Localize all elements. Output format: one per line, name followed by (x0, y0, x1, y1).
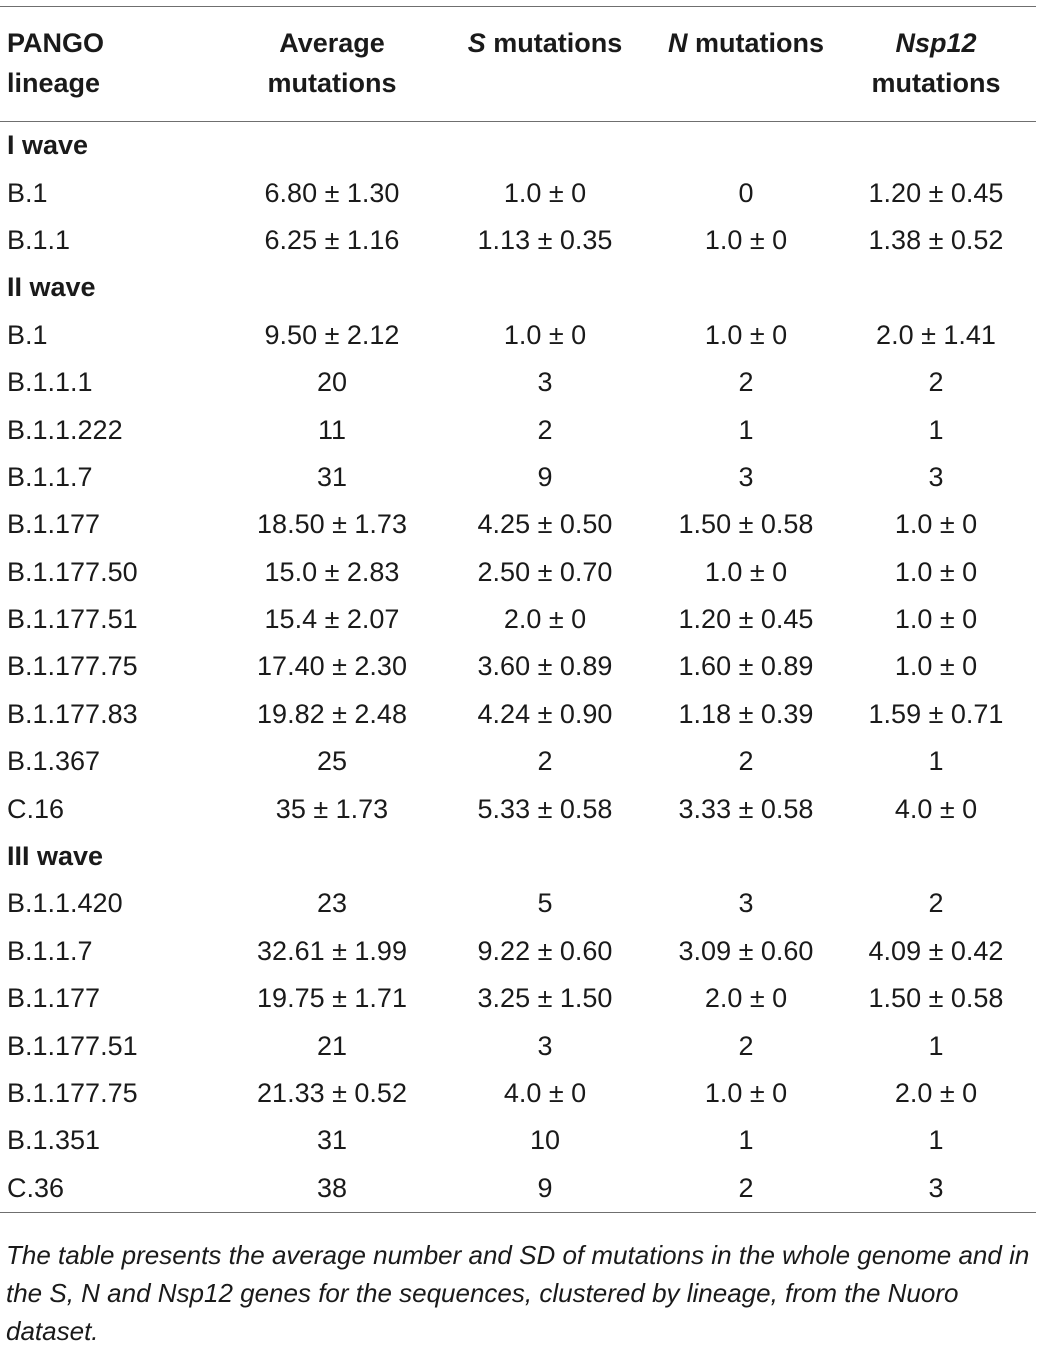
s-mutations-cell: 4.0 ± 0 (503, 1078, 587, 1108)
section-header-row (0, 264, 1036, 311)
table-row (0, 1165, 1036, 1213)
average-cell: 31 (316, 461, 348, 492)
nsp12-mutations-cell: 4.0 ± 0 (894, 793, 978, 824)
nsp12-mutations-cell: 1.0 ± 0 (894, 556, 978, 587)
nsp12-mutations-cell: 2 (928, 888, 944, 919)
nsp12-mutations-cell: 1.0 ± 0 (894, 509, 978, 540)
mutations-table (0, 6, 1036, 1213)
lineage-cell: B.1.177.51 (7, 1030, 138, 1061)
s-mutations-cell: 5 (537, 888, 553, 919)
lineage-cell: B.1.1.420 (7, 888, 123, 919)
average-cell: 15.4 ± 2.07 (264, 604, 400, 635)
n-mutations-cell: 2 (738, 746, 754, 777)
s-mutations-cell: 4.25 ± 0.50 (477, 509, 613, 540)
lineage-cell: B.1.177 (7, 509, 101, 540)
nsp12-mutations-cell: 2 (928, 367, 944, 398)
s-mutations-cell: 9 (537, 461, 553, 492)
n-mutations-cell: 0 (738, 177, 754, 208)
lineage-cell: C.16 (7, 793, 65, 824)
average-cell: 6.25 ± 1.16 (264, 224, 400, 255)
average-cell: 15.0 ± 2.83 (264, 556, 400, 587)
s-mutations-cell: 1.13 ± 0.35 (477, 224, 613, 255)
n-mutations-cell: 2 (738, 367, 754, 398)
table-row (0, 1117, 1036, 1164)
average-cell: 19.82 ± 2.48 (257, 698, 407, 729)
average-cell: 11 (317, 414, 347, 445)
header-average-mutations: Average mutations (267, 28, 397, 98)
table-row (0, 596, 1036, 643)
table-row (0, 406, 1036, 453)
s-mutations-cell: 3.60 ± 0.89 (477, 651, 613, 682)
header-lineage: PANGO lineage (7, 28, 105, 98)
lineage-cell: B.1.177.83 (7, 698, 138, 729)
table-row (0, 928, 1036, 975)
s-mutations-cell: 9 (434, 1165, 656, 1213)
s-mutations-cell: 9.22 ± 0.60 (477, 935, 613, 966)
nsp12-mutations-cell: 1 (928, 1030, 944, 1061)
average-cell: 21.33 ± 0.52 (257, 1078, 407, 1108)
lineage-cell: B.1.351 (7, 1125, 101, 1156)
s-mutations-cell: 1.0 ± 0 (503, 319, 587, 350)
average-cell: 31 (316, 1125, 348, 1156)
lineage-cell: B.1.177.75 (7, 1078, 138, 1108)
table-row (0, 454, 1036, 501)
average-cell: 18.50 ± 1.73 (257, 509, 407, 540)
section-title: I wave (7, 130, 89, 161)
n-mutations-cell: 1.20 ± 0.45 (678, 604, 814, 635)
table-row (0, 643, 1036, 690)
average-cell: 17.40 ± 2.30 (257, 651, 407, 682)
n-mutations-cell: 1.0 ± 0 (704, 224, 788, 255)
n-mutations-cell: 2 (738, 1030, 754, 1061)
nsp12-mutations-cell: 3 (928, 461, 944, 492)
header-n-mutations: N mutations (667, 28, 824, 58)
n-mutations-cell: 1.50 ± 0.58 (678, 509, 814, 540)
s-mutations-cell: 3 (537, 1030, 553, 1061)
s-mutations-cell: 2 (537, 414, 553, 445)
s-mutations-cell: 4.24 ± 0.90 (477, 698, 613, 729)
n-mutations-cell: 1 (738, 414, 754, 445)
table-row (0, 217, 1036, 264)
section-header-row (0, 122, 1036, 170)
table-row (0, 738, 1036, 785)
nsp12-mutations-cell: 1 (928, 1125, 944, 1156)
n-mutations-cell: 1.0 ± 0 (704, 319, 788, 350)
lineage-cell: B.1.1 (7, 224, 71, 255)
n-mutations-cell: 1.0 ± 0 (704, 556, 788, 587)
section-header-row (0, 833, 1036, 880)
lineage-cell: B.1 (7, 177, 48, 208)
table-header-row (0, 7, 1036, 122)
table-row (0, 312, 1036, 359)
s-mutations-cell: 3.25 ± 1.50 (477, 983, 613, 1014)
n-mutations-cell: 2 (656, 1165, 836, 1213)
table-row (0, 501, 1036, 548)
section-title: II wave (7, 272, 96, 303)
nsp12-mutations-cell: 1.59 ± 0.71 (868, 698, 1004, 729)
n-mutations-cell: 3.33 ± 0.58 (678, 793, 814, 824)
nsp12-mutations-cell: 4.09 ± 0.42 (868, 935, 1004, 966)
nsp12-mutations-cell: 3 (836, 1165, 1036, 1213)
s-mutations-cell: 2 (537, 746, 553, 777)
table-caption: The table presents the average number and SD of mutations in the whole genome and in the S, N and Nsp12 genes for the sequences, clustered by lineage, from the Nuoro dataset. (6, 1240, 1030, 1346)
table-row (0, 1022, 1036, 1069)
lineage-cell: B.1.177.50 (7, 556, 138, 587)
header-s-mutations: S mutations (467, 28, 623, 58)
s-mutations-cell: 5.33 ± 0.58 (477, 793, 613, 824)
lineage-cell: B.1.1.222 (7, 414, 123, 445)
lineage-cell: B.1 (7, 319, 48, 350)
average-cell: 9.50 ± 2.12 (264, 319, 400, 350)
lineage-cell: B.1.1.1 (7, 367, 93, 398)
table-row (0, 880, 1036, 927)
nsp12-mutations-cell: 1.0 ± 0 (894, 604, 978, 635)
average-cell: 23 (316, 888, 348, 919)
s-mutations-cell: 1.0 ± 0 (503, 177, 587, 208)
lineage-cell: B.1.367 (7, 746, 101, 777)
s-mutations-cell: 10 (529, 1125, 561, 1156)
lineage-cell: B.1.1.7 (7, 461, 93, 492)
average-cell: 19.75 ± 1.71 (257, 983, 407, 1014)
nsp12-mutations-cell: 2.0 ± 0 (894, 1078, 978, 1108)
nsp12-mutations-cell: 1.20 ± 0.45 (868, 177, 1004, 208)
s-mutations-cell: 3 (537, 367, 553, 398)
lineage-cell: B.1.1.7 (7, 935, 93, 966)
header-nsp12-mutations: Nsp12 mutations (871, 28, 1001, 98)
nsp12-mutations-cell: 2.0 ± 1.41 (876, 319, 996, 350)
table-row (0, 785, 1036, 832)
average-cell: 25 (316, 746, 348, 777)
table-row (0, 169, 1036, 216)
average-cell: 38 (230, 1165, 434, 1213)
s-mutations-cell: 2.50 ± 0.70 (477, 556, 613, 587)
n-mutations-cell: 1.60 ± 0.89 (678, 651, 814, 682)
lineage-cell: C.36 (0, 1165, 230, 1213)
lineage-cell: B.1.177.51 (7, 604, 138, 635)
average-cell: 21 (316, 1030, 348, 1061)
n-mutations-cell: 1.0 ± 0 (704, 1078, 788, 1108)
average-cell: 6.80 ± 1.30 (264, 177, 400, 208)
n-mutations-cell: 2.0 ± 0 (704, 983, 788, 1014)
nsp12-mutations-cell: 1.50 ± 0.58 (868, 983, 1004, 1014)
nsp12-mutations-cell: 1 (928, 414, 944, 445)
average-cell: 20 (316, 367, 348, 398)
table-row (0, 975, 1036, 1022)
table-row (0, 359, 1036, 406)
table-row (0, 691, 1036, 738)
table-row (0, 1070, 1036, 1117)
nsp12-mutations-cell: 1.38 ± 0.52 (868, 224, 1004, 255)
table-row (0, 549, 1036, 596)
average-cell: 32.61 ± 1.99 (257, 935, 407, 966)
n-mutations-cell: 3.09 ± 0.60 (678, 935, 814, 966)
n-mutations-cell: 1.18 ± 0.39 (678, 698, 814, 729)
n-mutations-cell: 3 (738, 888, 754, 919)
n-mutations-cell: 1 (738, 1125, 754, 1156)
lineage-cell: B.1.177.75 (7, 651, 138, 682)
lineage-cell: B.1.177 (7, 983, 101, 1014)
section-title: III wave (7, 841, 104, 872)
nsp12-mutations-cell: 1.0 ± 0 (894, 651, 978, 682)
nsp12-mutations-cell: 1 (928, 746, 944, 777)
table-body (0, 122, 1036, 1213)
average-cell: 35 ± 1.73 (275, 793, 389, 824)
n-mutations-cell: 3 (738, 461, 754, 492)
s-mutations-cell: 2.0 ± 0 (503, 604, 587, 635)
